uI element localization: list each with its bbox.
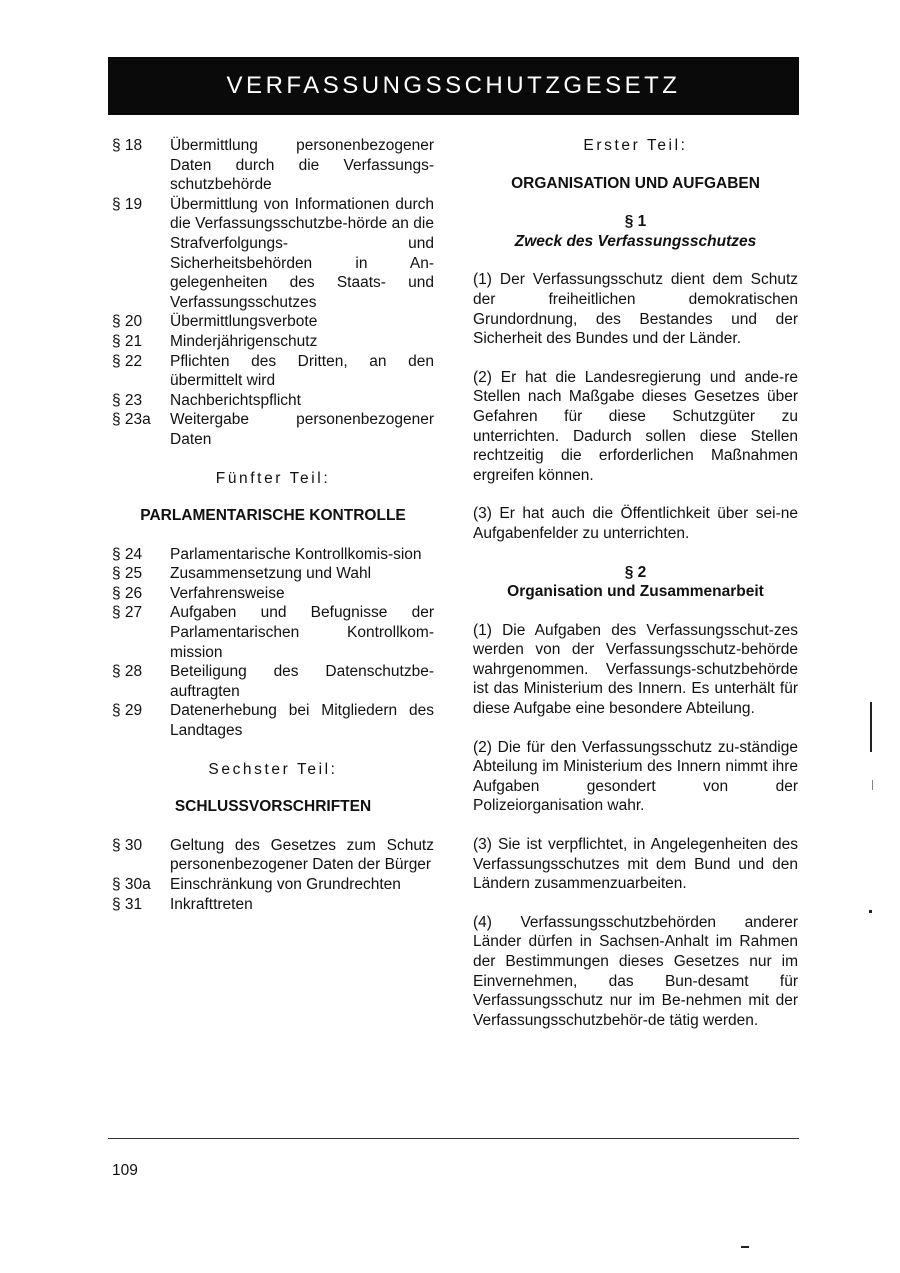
paragraph: (2) Die für den Verfassungsschutz zu-ständige Abteilung im Ministerium des Innern nimmt ihre Aufgaben gesondert von der Polizeiorganisation wahr. [473, 738, 798, 815]
toc-number: § 22 [112, 352, 143, 370]
toc-title: Nachberichtspflicht [170, 391, 301, 409]
toc-number: § 26 [112, 584, 143, 602]
toc-number: § 27 [112, 604, 143, 622]
part-heading: SCHLUSSVORSCHRIFTEN [174, 798, 372, 816]
toc-item [112, 603, 434, 662]
toc-item [112, 564, 434, 584]
toc-item [112, 662, 434, 701]
document-title: VERFASSUNGSSCHUTZGESETZ [226, 72, 681, 99]
toc-number: § 20 [112, 313, 143, 331]
toc-number: § 23a [112, 411, 151, 429]
paragraph: (1) Die Aufgaben des Verfassungsschut-zes werden von der Verfassungsschutz-behörde wahrgenommen. Verfassungs-schutzbehörde ist das Ministerium des Innern. Es unterhält für diese Aufgabe eine besondere Abteilung. [473, 621, 798, 718]
toc-item [112, 836, 434, 875]
section-number: § 1 [624, 213, 647, 231]
toc-title: Verfahrensweise [170, 584, 285, 602]
toc-title: Pflichten des Dritten, an den übermittelt wird [170, 352, 434, 390]
toc-item [112, 701, 434, 740]
toc-title: Inkrafttreten [170, 895, 253, 913]
toc-title: Beteiligung des Datenschutzbe-auftragten [170, 663, 434, 700]
toc-item [112, 332, 434, 352]
section-number: § 2 [624, 563, 647, 581]
section-title: Zweck des Verfassungsschutzes [514, 232, 757, 250]
toc-item [112, 584, 434, 604]
margin-mark [741, 1246, 749, 1248]
margin-mark [870, 702, 872, 752]
toc-item [112, 895, 434, 915]
paragraph: (3) Sie ist verpflichtet, in Angelegenheiten des Verfassungsschutzes mit dem Bund und den Ländern zusammenzuarbeiten. [473, 836, 798, 893]
toc-title: Aufgaben und Befugnisse der Parlamentarischen Kontrollkom-mission [170, 604, 434, 661]
toc-number: § 19 [112, 195, 143, 213]
toc-title: Geltung des Gesetzes zum Schutz personenbezogener Daten der Bürger [170, 836, 434, 874]
toc-number: § 25 [112, 565, 143, 583]
paragraph: (2) Er hat die Landesregierung und ande-re Stellen nach Maßgabe dieses Gesetzes über Gefahren für diese Schutzgüter zu unterrichten. Dadurch sollen diese Stellen rechtzeitig die erforderlichen Maßnahmen ergreifen können. [473, 368, 798, 484]
toc-title: Weitergabe personenbezogener Daten [170, 411, 434, 448]
toc-list [112, 836, 434, 914]
toc-item [112, 352, 434, 391]
toc-title: Übermittlung personenbezogener Daten durch die Verfassungs-schutzbehörde [170, 137, 434, 194]
paragraph: (1) Der Verfassungsschutz dient dem Schutz der freiheitlichen demokratischen Grundordnung, des Bestandes und der Sicherheit des Bundes und der Länder. [473, 271, 798, 348]
toc-item [112, 195, 434, 313]
toc-number: § 28 [112, 663, 143, 681]
part-label: Fünfter Teil: [215, 469, 331, 487]
header-banner [108, 57, 799, 115]
toc-title: Übermittlung von Informationen durch die Verfassungsschutzbe-hörde an die Strafverfolgungs- und Sicherheitsbehörden in An-gelegenheiten des Staats- und Verfassungsschutzes [170, 195, 434, 311]
toc-title: Übermittlungsverbote [170, 313, 318, 331]
toc-title: Parlamentarische Kontrollkomis-sion [170, 545, 422, 563]
page-number: 109 [112, 1162, 138, 1179]
footer-divider [108, 1138, 799, 1139]
right-column [473, 136, 798, 1030]
toc-number: § 24 [112, 545, 143, 563]
toc-number: § 21 [112, 332, 143, 350]
toc-item [112, 136, 434, 195]
toc-item [112, 410, 434, 449]
part-heading: ORGANISATION UND AUFGABEN [511, 174, 760, 192]
section-title: Organisation und Zusammenarbeit [507, 583, 764, 601]
margin-mark [869, 910, 872, 913]
toc-title: Einschränkung von Grundrechten [170, 876, 401, 893]
toc-title: Datenerhebung bei Mitgliedern des Landtages [170, 702, 434, 740]
toc-item [112, 875, 434, 895]
toc-list [112, 545, 434, 741]
toc-item [112, 312, 434, 332]
left-column [112, 136, 434, 914]
paragraph: (4) Verfassungsschutzbehörden anderer Länder dürfen in Sachsen-Anhalt im Rahmen der Bestimmungen dieses Gesetzes nur im Einvernehmen, das Bun-desamt für Verfassungsschutz nur im Be-nehmen mit der Verfassungsschutzbehör-de tätig werden. [473, 913, 798, 1029]
margin-mark [872, 780, 873, 790]
paragraph: (3) Er hat auch die Öffentlichkeit über sei-ne Aufgabenfelder zu unterrichten. [473, 505, 798, 542]
part-heading: PARLAMENTARISCHE KONTROLLE [140, 507, 406, 525]
part-label: Erster Teil: [583, 137, 688, 154]
toc-number: § 30a [112, 876, 151, 893]
toc-item [112, 391, 434, 411]
toc-number: § 23 [112, 391, 143, 409]
toc-title: Zusammensetzung und Wahl [170, 565, 372, 583]
toc-number: § 31 [112, 895, 143, 913]
toc-number: § 18 [112, 137, 143, 154]
toc-number: § 30 [112, 836, 143, 854]
toc-list [112, 136, 434, 450]
toc-title: Minderjährigenschutz [170, 332, 318, 350]
part-label: Sechster Teil: [208, 760, 338, 778]
toc-number: § 29 [112, 702, 143, 720]
toc-item [112, 545, 434, 565]
